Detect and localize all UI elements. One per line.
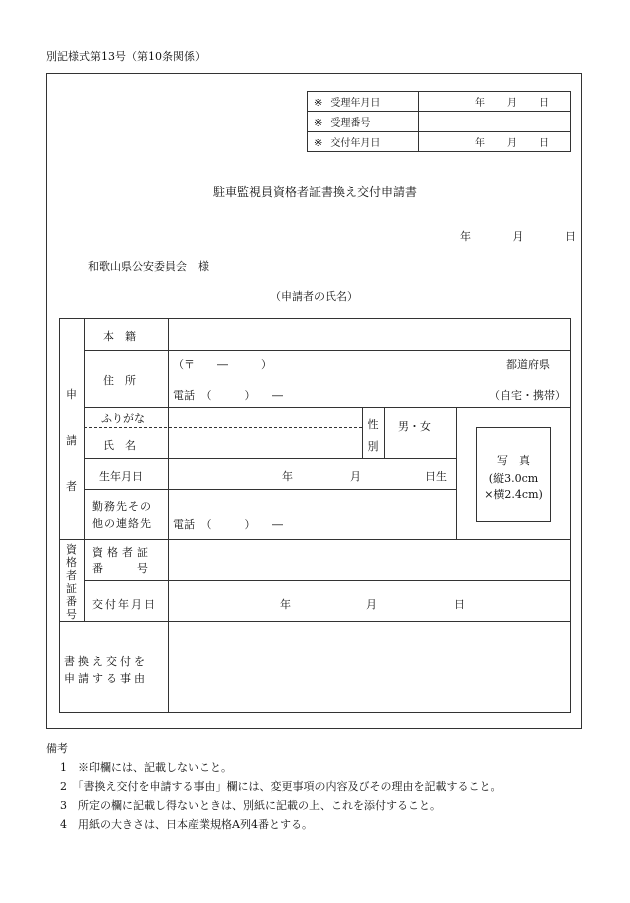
postal-code-field[interactable]: （〒 ― ） bbox=[173, 358, 272, 371]
reception-mark: ※ bbox=[314, 98, 323, 109]
reception-row-number bbox=[308, 112, 571, 132]
furigana-label: ふりがな bbox=[101, 412, 145, 425]
date-line[interactable] bbox=[460, 228, 576, 244]
note-item: 1 ※印欄には、記載しないこと。 bbox=[60, 761, 232, 774]
day-label: 日 bbox=[539, 138, 549, 149]
note-item: 3 所定の欄に記載し得ないときは、別紙に記載の上、これを添付すること。 bbox=[60, 799, 441, 812]
furigana-field[interactable] bbox=[169, 408, 362, 427]
reason-label: 書換え交付を 申請する事由 bbox=[64, 655, 148, 685]
reception-row-issue bbox=[308, 132, 571, 152]
birthdate-label: 生年月日 bbox=[99, 470, 143, 483]
photo-size: (縦3.0cm bbox=[488, 472, 539, 485]
reception-mark: ※ bbox=[314, 138, 323, 149]
gender-field[interactable]: 男・女 bbox=[398, 420, 431, 433]
reception-row-date bbox=[308, 92, 571, 112]
form-number: 別記様式第13号（第10条関係） bbox=[46, 50, 206, 63]
reception-label: 受理年月日 bbox=[330, 98, 381, 109]
side-cert-number: 資 格 者 証 番 号 bbox=[66, 543, 77, 621]
photo-title: 写 真 bbox=[497, 454, 530, 467]
issue-date-field[interactable] bbox=[419, 132, 571, 152]
reason-field[interactable] bbox=[169, 622, 570, 712]
year-label: 年 bbox=[475, 138, 485, 149]
day-label: 日 bbox=[539, 98, 549, 109]
note-item: 2 「書換え交付を申請する事由」欄には、変更事項の内容及びその理由を記載すること。 bbox=[60, 780, 502, 793]
day-label: 日生 bbox=[425, 470, 447, 483]
cert-number-label: 資格者証 番 号 bbox=[92, 546, 152, 575]
year-label: 年 bbox=[282, 470, 293, 483]
issue-date-label: 交付年月日 bbox=[92, 598, 157, 611]
honseki-field[interactable] bbox=[169, 319, 570, 350]
month-label: 月 bbox=[512, 230, 524, 243]
notes-heading: 備考 bbox=[46, 742, 68, 755]
year-label: 年 bbox=[280, 598, 291, 611]
reception-label: 受理番号 bbox=[330, 118, 371, 129]
side-applicant: 申 請 者 bbox=[66, 388, 77, 493]
year-label: 年 bbox=[460, 230, 471, 243]
sex-label: 性 別 bbox=[367, 418, 379, 453]
notes bbox=[46, 739, 502, 834]
prefecture-label: 都道府県 bbox=[506, 358, 550, 371]
workplace-phone-field[interactable]: 電話 （ ） ― bbox=[173, 518, 283, 531]
note-item: 4 用紙の大きさは、日本産業規格A列4番とする。 bbox=[60, 818, 313, 831]
addressee: 和歌山県公安委員会 様 bbox=[88, 260, 209, 273]
month-label: 月 bbox=[350, 470, 361, 483]
month-label: 月 bbox=[507, 138, 517, 149]
applicant-name-label: （申請者の氏名） bbox=[270, 290, 358, 303]
cert-number-field[interactable] bbox=[169, 540, 570, 580]
name-label: 氏 名 bbox=[103, 439, 136, 452]
birthdate-field[interactable] bbox=[169, 459, 456, 489]
phone-type-label: （自宅・携帯） bbox=[489, 389, 566, 402]
home-phone-field[interactable]: 電話 （ ） ― bbox=[173, 389, 283, 402]
photo-size: ×横2.4cm) bbox=[484, 488, 543, 501]
issue-date-field[interactable] bbox=[169, 581, 570, 621]
name-field[interactable] bbox=[169, 428, 362, 458]
day-label: 日 bbox=[454, 598, 465, 611]
reception-number-field[interactable] bbox=[419, 112, 571, 132]
address-label: 住 所 bbox=[103, 374, 136, 387]
month-label: 月 bbox=[366, 598, 377, 611]
month-label: 月 bbox=[507, 98, 517, 109]
reception-box bbox=[307, 91, 571, 152]
year-label: 年 bbox=[475, 98, 485, 109]
page-title: 駐車監視員資格者証書換え交付申請書 bbox=[212, 185, 417, 199]
reception-mark: ※ bbox=[314, 118, 323, 129]
workplace-label: 勤務先その 他の連絡先 bbox=[92, 500, 152, 530]
reception-date-field[interactable] bbox=[419, 92, 571, 112]
day-label: 日 bbox=[565, 230, 576, 243]
photo-box bbox=[476, 427, 551, 522]
reception-label: 交付年月日 bbox=[330, 138, 381, 149]
honseki-label: 本 籍 bbox=[103, 330, 136, 343]
